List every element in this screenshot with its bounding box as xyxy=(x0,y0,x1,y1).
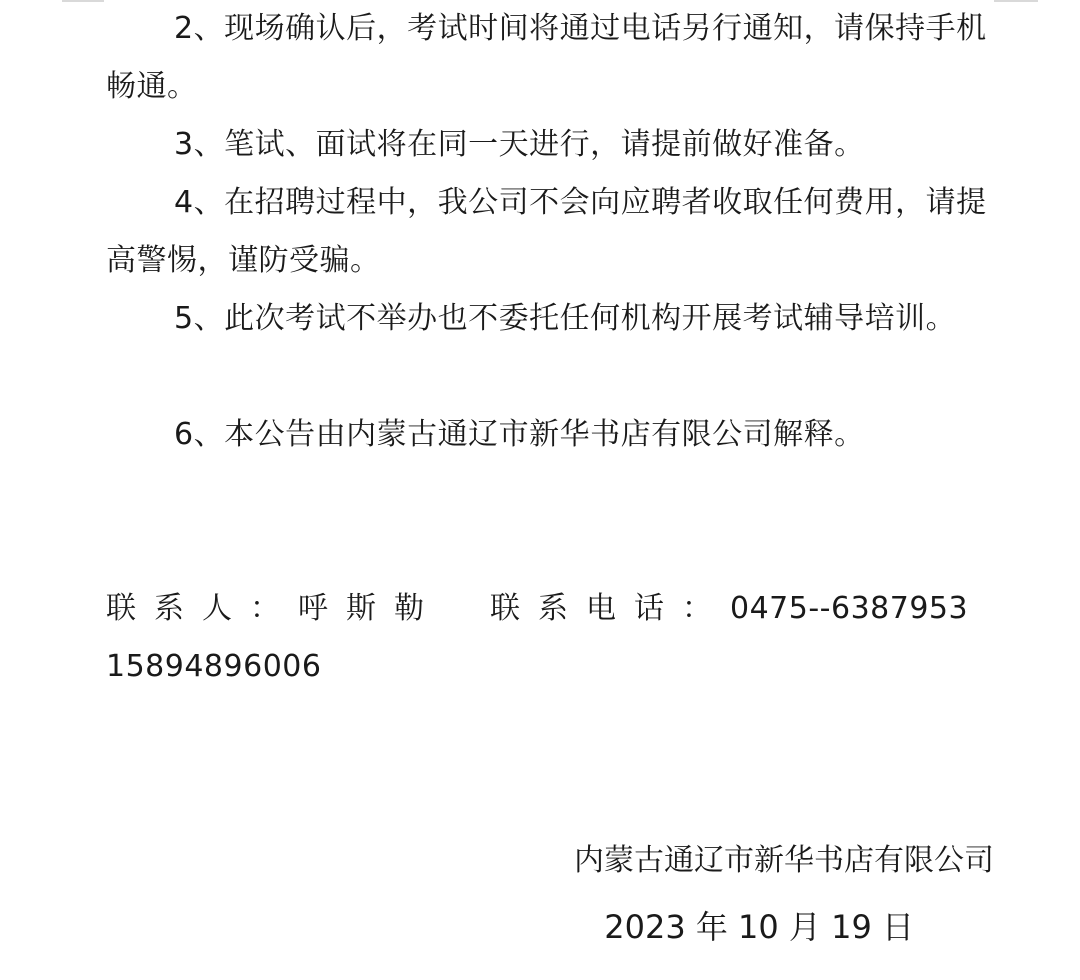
contact-phone-label: 联系电话： xyxy=(490,591,730,626)
note-item-6: 6、本公告由内蒙古通辽市新华书店有限公司解释。 xyxy=(174,417,865,452)
page-edge-mark-left xyxy=(62,0,104,2)
contact-info xyxy=(106,580,994,696)
note-item-5: 5、此次考试不举办也不委托任何机构开展考试辅导培训。 xyxy=(174,301,957,336)
contact-phone-1: 0475--6387953 xyxy=(730,591,969,626)
contact-line-1 xyxy=(106,580,994,638)
note-item-2: 2、现场确认后，考试时间将通过电话另行通知，请保持手机畅通。 xyxy=(106,11,987,104)
note-item-4: 4、在招聘过程中，我公司不会向应聘者收取任何费用，请提高警惕，谨防受骗。 xyxy=(106,185,987,278)
signature-company: 内蒙古通辽市新华书店有限公司 xyxy=(574,843,994,878)
note-item-3: 3、笔试、面试将在同一天进行，请提前做好准备。 xyxy=(174,127,865,162)
contact-person-name: 呼斯勒 xyxy=(298,591,442,626)
contact-line-2 xyxy=(106,638,994,696)
contact-phone-2: 15894896006 xyxy=(106,649,322,684)
page-edge-mark-right xyxy=(994,0,1038,2)
contact-person-label: 联系人： xyxy=(106,591,298,626)
signature-date: 2023 年 10 月 19 日 xyxy=(604,908,914,946)
